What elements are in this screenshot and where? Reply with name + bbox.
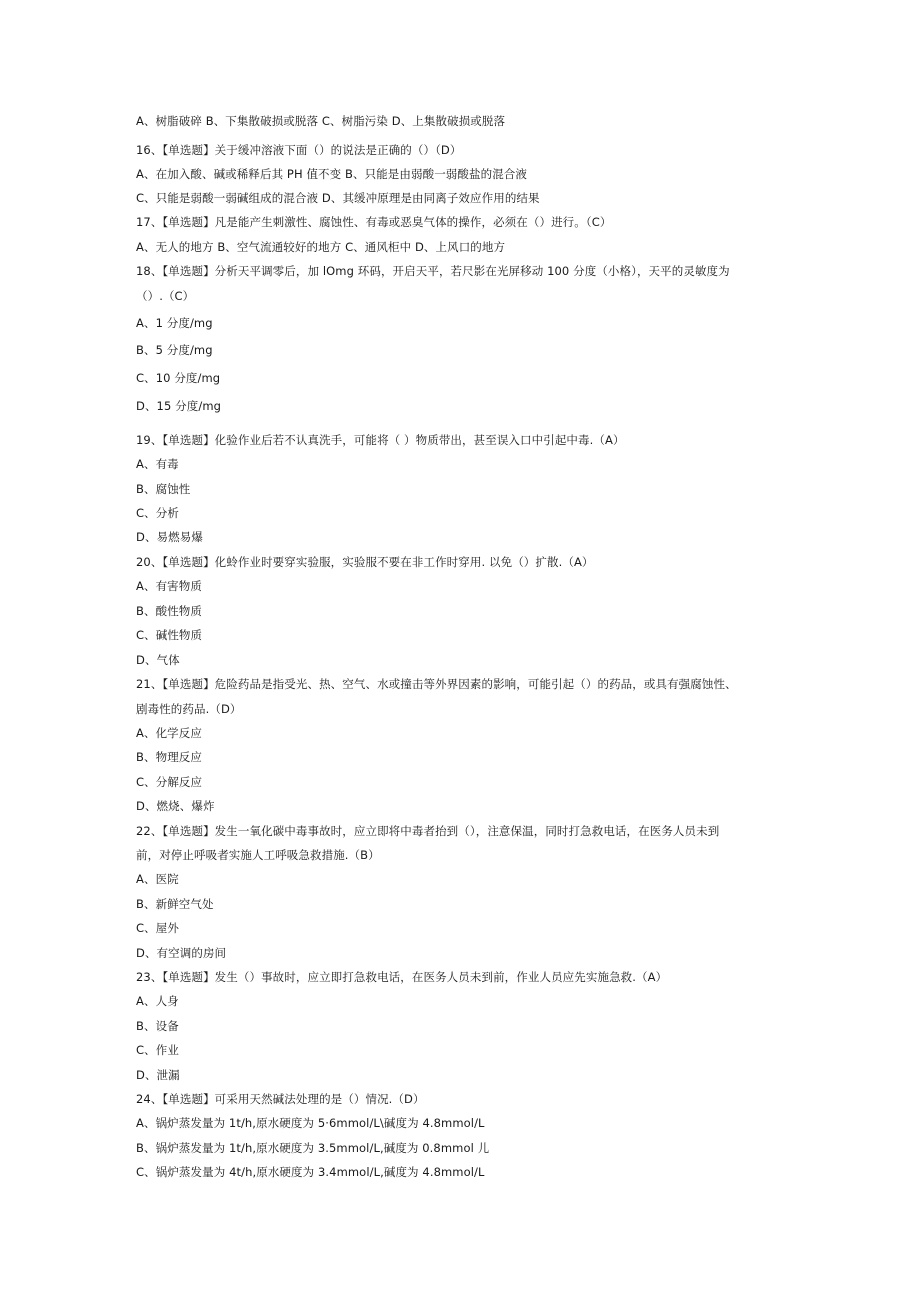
q22-option-d: D、有空调的房间	[136, 946, 227, 960]
q22-question: 22、【单选题】发生一氧化碳中毒事故时，应立即将中毒者抬到（），注意保温，同时打急救电话，在医务人员未到	[136, 824, 720, 838]
q15-options: A、树脂破碎 B、下集散破损或脱落 C、树脂污染 D、上集散破损或脱落	[136, 114, 506, 128]
q21-option-a: A、化学反应	[136, 726, 202, 740]
q20-option-b: B、酸性物质	[136, 604, 202, 618]
q21-question-cont: 剧毒性的药品.（D）	[136, 702, 242, 716]
q22-option-c: C、屋外	[136, 921, 179, 935]
q21-question: 21、【单选题】危险药品是指受光、热、空气、水或撞击等外界因素的影响，可能引起（）的药品，或具有强腐蚀性、	[136, 677, 737, 691]
q18-option-b: B、5 分度/mg	[136, 343, 213, 357]
q17-question: 17、【单选题】凡是能产生刺激性、腐蚀性、有毒或恶臭气体的操作，必须在（）进行。（C）	[136, 215, 612, 229]
q18-question-cont: （）.（C）	[136, 289, 195, 303]
q18-option-a: A、1 分度/mg	[136, 316, 213, 330]
q24-option-a: A、锅炉蒸发量为 1t/h,原水硬度为 5·6mmol/L\碱度为 4.8mmol/L	[136, 1116, 485, 1130]
q23-option-b: B、设备	[136, 1019, 179, 1033]
q24-question: 24、【单选题】可采用天然碱法处理的是（）情况.（D）	[136, 1092, 425, 1106]
q21-option-d: D、燃烧、爆炸	[136, 799, 215, 813]
q18-option-c: C、10 分度/mg	[136, 371, 221, 385]
q16-options-ab: A、在加入酸、碱或稀释后其 PH 值不变 B、只能是由弱酸一弱酸盐的混合液	[136, 167, 528, 181]
q20-option-a: A、有害物质	[136, 579, 202, 593]
q24-option-b: B、锅炉蒸发量为 1t/h,原水硬度为 3.5mmol/L,碱度为 0.8mmol 儿	[136, 1141, 490, 1155]
q18-question: 18、【单选题】分析天平调零后，加 lOmg 环码，开启天平，若尺影在光屏移动 100 分度（小格），天平的灵敏度为	[136, 264, 730, 278]
q20-option-d: D、气体	[136, 653, 180, 667]
q17-options: A、无人的地方 B、空气流通较好的地方 C、通风柜中 D、上风口的地方	[136, 240, 506, 254]
q24-option-c: C、锅炉蒸发量为 4t/h,原水硬度为 3.4mmol/L,碱度为 4.8mmol/L	[136, 1165, 485, 1179]
q23-option-c: C、作业	[136, 1043, 179, 1057]
q22-option-b: B、新鲜空气处	[136, 897, 214, 911]
q19-option-b: B、腐蚀性	[136, 482, 191, 496]
q21-option-c: C、分解反应	[136, 775, 203, 789]
q23-question: 23、【单选题】发生（）事故时，应立即打急救电话，在医务人员未到前，作业人员应先实施急救.（A）	[136, 970, 668, 984]
q22-question-cont: 前，对停止呼吸者实施人工呼吸急救措施.（B）	[136, 848, 380, 862]
q19-option-c: C、分析	[136, 506, 179, 520]
q19-option-d: D、易燃易爆	[136, 530, 203, 544]
q23-option-d: D、泄漏	[136, 1068, 180, 1082]
q16-options-cd: C、只能是弱酸一弱碱组成的混合液 D、其缓冲原理是由同离子效应作用的结果	[136, 191, 540, 205]
q19-option-a: A、有毒	[136, 457, 179, 471]
q20-question: 20、【单选题】化蛉作业时要穿实验服，实验服不要在非工作时穿用. 以免（）扩散.（A）	[136, 555, 594, 569]
q19-question: 19、【单选题】化验作业后若不认真洗手，可能将（ ）物质带出，甚至误入口中引起中毒.（A）	[136, 433, 625, 447]
q21-option-b: B、物理反应	[136, 750, 202, 764]
q16-question: 16、【单选题】关于缓冲溶液下面（）的说法是正确的（）（D）	[136, 143, 462, 157]
q23-option-a: A、人身	[136, 994, 179, 1008]
q22-option-a: A、医院	[136, 872, 179, 886]
q20-option-c: C、碱性物质	[136, 628, 203, 642]
q18-option-d: D、15 分度/mg	[136, 399, 222, 413]
